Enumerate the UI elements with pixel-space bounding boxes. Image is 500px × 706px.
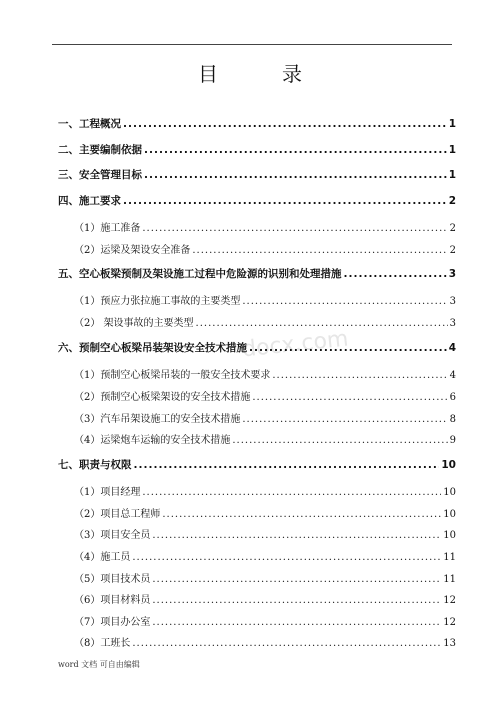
toc-page-number: 11	[443, 574, 456, 585]
toc-subsection-entry[interactable]	[58, 613, 456, 628]
toc-dot-leader	[196, 318, 448, 329]
toc-entry-text: （5）项目技术员	[74, 574, 151, 585]
toc-entry-text: （1）预制空心板梁吊装的一般安全技术要求	[74, 370, 271, 381]
toc-dot-leader	[132, 552, 441, 563]
toc-dot-leader	[123, 195, 447, 207]
toc-entry-text: 三、安全管理目标	[58, 169, 142, 181]
toc-entry-text: （4）运梁炮车运输的安全技术措施	[74, 435, 231, 446]
toc-dot-leader	[134, 459, 440, 471]
toc-subsection-entry[interactable]	[58, 634, 456, 649]
toc-page-number: 4	[448, 342, 456, 354]
toc-page-number: 13	[443, 638, 456, 649]
toc-page-number: 1	[448, 118, 456, 130]
toc-subsection-entry[interactable]	[58, 219, 456, 234]
toc-entry-text: （1）施工准备	[74, 223, 141, 234]
toc-entry-text: 四、施工要求	[58, 195, 121, 207]
toc-dot-leader	[249, 342, 447, 354]
toc-dot-leader	[123, 118, 447, 130]
toc-dot-leader	[252, 392, 447, 403]
toc-entry-text: 一、工程概况	[58, 118, 121, 130]
toc-subsection-entry[interactable]	[58, 570, 456, 585]
toc-dot-leader	[344, 268, 447, 280]
toc-entry-text: （2） 架设事故的主要类型	[74, 318, 194, 329]
toc-entry-text: （8）工班长	[74, 638, 131, 649]
toc-dot-leader	[232, 435, 447, 446]
watermark: docx.com	[240, 326, 350, 363]
toc-dot-leader	[144, 144, 447, 156]
toc-entry-text: （2）项目总工程师	[74, 509, 161, 520]
toc-entry-text: （2）运梁及架设安全准备	[74, 245, 191, 256]
toc-page-number: 3	[448, 268, 456, 280]
toc-subsection-entry[interactable]	[58, 241, 456, 256]
toc-page-number: 8	[449, 414, 456, 425]
toc-entry-text: 五、空心板梁预制及架设施工过程中危险源的识别和处理措施	[58, 268, 342, 280]
toc-page-number: 6	[449, 392, 456, 403]
toc-page-number: 1	[448, 169, 456, 181]
toc-section-entry[interactable]	[58, 116, 456, 131]
toc-page-number: 10	[443, 509, 456, 520]
toc-section-entry[interactable]	[58, 167, 456, 182]
toc-dot-leader	[242, 296, 447, 307]
toc-entry-text: 六、预制空心板梁吊装架设安全技术措施	[58, 342, 247, 354]
toc-page-number: 12	[443, 617, 456, 628]
toc-entry-text: 七、职责与权限	[58, 459, 132, 471]
toc-subsection-entry[interactable]	[58, 314, 456, 329]
toc-dot-leader	[192, 245, 447, 256]
toc-dot-leader	[144, 169, 447, 181]
toc-section-entry[interactable]	[58, 193, 456, 208]
toc-dot-leader	[152, 617, 441, 628]
toc-entry-text: （3）项目安全员	[74, 530, 151, 541]
toc-page-number: 10	[443, 530, 456, 541]
toc-section-entry[interactable]	[58, 142, 456, 157]
toc-subsection-entry[interactable]	[58, 388, 456, 403]
toc-dot-leader	[132, 638, 441, 649]
toc-page-number: 3	[449, 296, 456, 307]
toc-dot-leader	[272, 370, 447, 381]
footer-note: word 文档 可自由编辑	[58, 660, 140, 669]
toc-page-number: 1	[448, 144, 456, 156]
toc-dot-leader	[242, 414, 447, 425]
toc-subsection-entry[interactable]	[58, 366, 456, 381]
toc-entry-text: （4）施工员	[74, 552, 131, 563]
toc-page-number: 10	[443, 487, 456, 498]
toc-subsection-entry[interactable]	[58, 548, 456, 563]
toc-subsection-entry[interactable]	[58, 483, 456, 498]
toc-subsection-entry[interactable]	[58, 431, 456, 446]
toc-subsection-entry[interactable]	[58, 591, 456, 606]
toc-dot-leader	[152, 574, 441, 585]
toc-entry-text: （1）项目经理	[74, 487, 141, 498]
toc-page-number: 10	[441, 459, 456, 471]
toc-page-number: 12	[443, 595, 456, 606]
toc-subsection-entry[interactable]	[58, 526, 456, 541]
toc-subsection-entry[interactable]	[58, 410, 456, 425]
toc-entry-text: （7）项目办公室	[74, 617, 151, 628]
toc-page-number: 2	[448, 195, 456, 207]
toc-dot-leader	[152, 530, 441, 541]
toc-dot-leader	[162, 509, 441, 520]
toc-page-number: 2	[449, 245, 456, 256]
toc-subsection-entry[interactable]	[58, 292, 456, 307]
toc-dot-leader	[142, 487, 441, 498]
toc-entry-text: （6）项目材料员	[74, 595, 151, 606]
toc-entry-text: （1）预应力张拉施工事故的主要类型	[74, 296, 241, 307]
toc-section-entry[interactable]	[58, 340, 456, 355]
toc-section-entry[interactable]	[58, 457, 456, 472]
page-title: 目 录	[198, 62, 324, 86]
toc-page-number: 4	[449, 370, 456, 381]
toc-entry-text: 二、主要编制依据	[58, 144, 142, 156]
toc-entry-text: （2）预制空心板梁架设的安全技术措施	[74, 392, 251, 403]
toc-subsection-entry[interactable]	[58, 505, 456, 520]
toc-page-number: 11	[443, 552, 456, 563]
toc-page-number: 9	[449, 435, 456, 446]
header-rule	[52, 44, 452, 45]
toc-entry-text: （3）汽车吊架设施工的安全技术措施	[74, 414, 241, 425]
toc-section-entry[interactable]	[58, 266, 456, 281]
toc-page-number: 3	[449, 318, 456, 329]
toc-dot-leader	[152, 595, 441, 606]
toc-dot-leader	[142, 223, 447, 234]
toc-page-number: 2	[449, 223, 456, 234]
